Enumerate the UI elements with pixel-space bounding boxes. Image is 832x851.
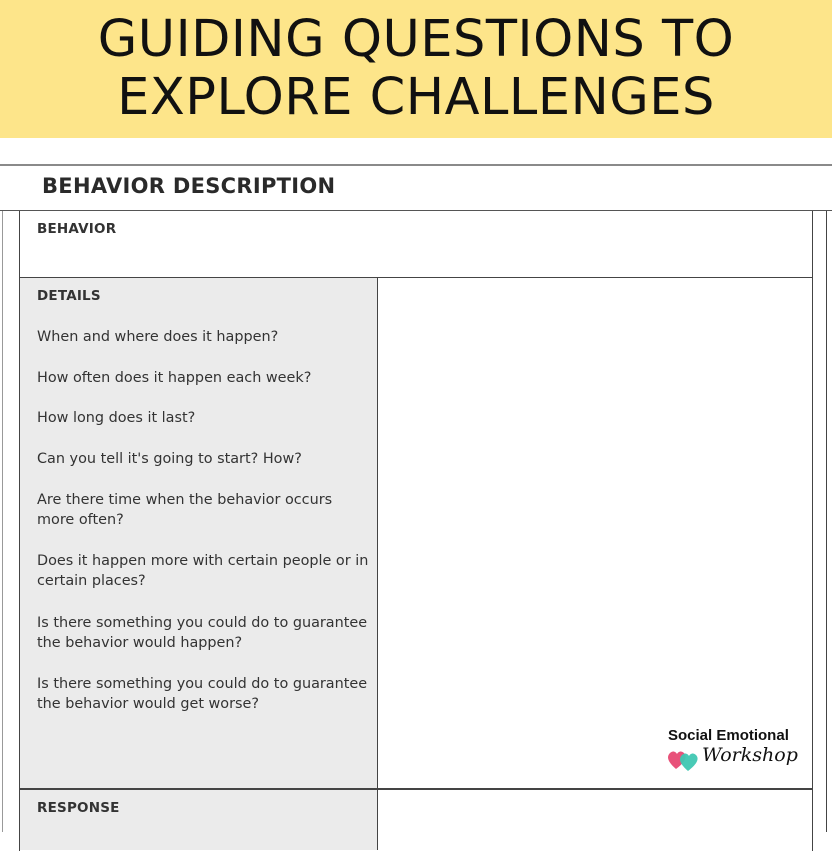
behavior-label: BEHAVIOR	[37, 221, 117, 237]
question-item: How often does it happen each week?	[37, 370, 312, 386]
title-banner	[0, 0, 832, 138]
banner-title-line-1: GUIDING QUESTIONS TO	[97, 10, 735, 69]
question-item: Are there time when the behavior occurs more often?	[37, 492, 333, 528]
question-item: How long does it last?	[37, 410, 196, 426]
question-item: Is there something you could do to guarantee the behavior would get worse?	[37, 676, 368, 712]
page-separator	[0, 138, 832, 166]
question-item: When and where does it happen?	[37, 329, 279, 345]
right-margin-line	[826, 211, 832, 832]
question-item: Can you tell it's going to start? How?	[37, 451, 302, 467]
details-answer-cell[interactable]	[379, 278, 812, 788]
two-hearts-icon	[666, 747, 702, 773]
banner-title-line-2: EXPLORE CHALLENGES	[117, 68, 715, 127]
section-title: BEHAVIOR DESCRIPTION	[42, 174, 336, 198]
details-label: DETAILS	[37, 288, 101, 304]
question-item: Does it happen more with certain people or in certain places?	[37, 553, 369, 589]
left-margin-line	[0, 211, 3, 832]
response-label: RESPONSE	[37, 800, 120, 816]
behavior-row[interactable]	[20, 211, 812, 278]
details-questions-cell	[20, 278, 378, 788]
response-label-cell	[20, 790, 378, 850]
logo-text-line-1: Social Emotional	[668, 727, 789, 744]
question-item: Is there something you could do to guarantee the behavior would happen?	[37, 615, 368, 651]
logo-text-line-2: Workshop	[702, 744, 798, 766]
brand-logo	[664, 727, 814, 777]
